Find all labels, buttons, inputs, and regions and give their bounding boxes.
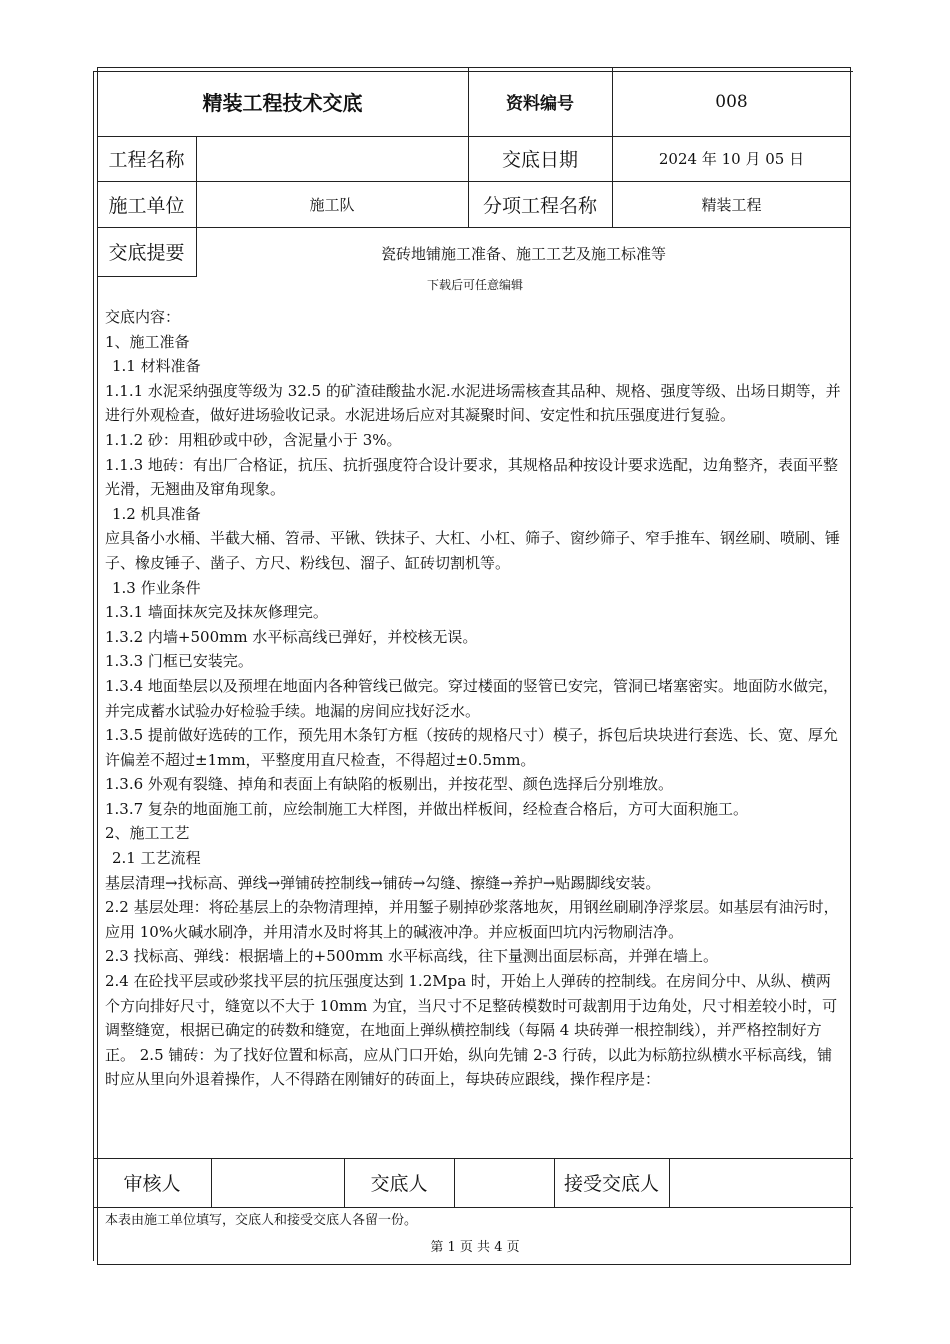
discloser-label: 交底人 bbox=[370, 1173, 428, 1195]
summary-label: 交底提要 bbox=[108, 242, 185, 264]
subproject-label: 分项工程名称 bbox=[482, 194, 597, 217]
receiver-field[interactable] bbox=[669, 1158, 851, 1207]
content-line: 1.2 机具准备 bbox=[112, 504, 201, 523]
content-line: 1.3.1 墙面抹灰完及抹灰修理完。 bbox=[105, 603, 328, 622]
reviewer-field[interactable] bbox=[211, 1158, 344, 1207]
content-line: 1.3.6 外观有裂缝、掉角和表面上有缺陷的板剔出，并按花型、颜色选择后分别堆放。 bbox=[105, 775, 673, 794]
content-line: 1.1.2 砂：用粗砂或中砂，含泥量小于 3%。 bbox=[105, 430, 402, 449]
form-title: 精装工程技术交底 bbox=[202, 91, 363, 115]
content-line: 1.3.4 地面垫层以及预埋在地面内各种管线已做完。穿过楼面的竖管已安完，管洞已堵塞密实。地面防水做完，并完成蓄水试验办好检验手续。地漏的房间应找好泛水。 bbox=[105, 676, 838, 720]
content-line: 1.3.5 提前做好选砖的工作，预先用木条钉方框（按砖的规格尺寸）模子，拆包后块块进行套选、长、宽、厚允许偏差不超过±1mm，平整度用直尺检查，不得超过±0.5mm。 bbox=[105, 726, 838, 769]
doc-number-label: 资料编号 bbox=[506, 94, 574, 114]
page-number: 第 1 页 共 4 页 bbox=[430, 1240, 520, 1255]
content-line: 2、施工工艺 bbox=[105, 824, 190, 843]
construction-unit-value: 施工队 bbox=[309, 195, 355, 214]
content-line: 交底内容： bbox=[105, 308, 181, 326]
editable-note: 下载后可任意编辑 bbox=[426, 278, 523, 292]
disclosure-content bbox=[105, 305, 845, 1092]
reviewer-label: 审核人 bbox=[123, 1173, 181, 1195]
summary-value: 瓷砖地铺施工准备、施工工艺及施工标准等 bbox=[380, 244, 666, 263]
content-line: 2.1 工艺流程 bbox=[112, 849, 201, 868]
subproject-value: 精装工程 bbox=[701, 195, 762, 214]
construction-unit-label: 施工单位 bbox=[108, 194, 185, 217]
receiver-label: 接受交底人 bbox=[563, 1173, 659, 1195]
discloser-field[interactable] bbox=[454, 1158, 554, 1207]
content-line: 1.1.1 水泥采纳强度等级为 32.5 的矿渣硅酸盐水泥.水泥进场需核查其品种、规格、强度等级、出场日期等，并进行外观检查，做好进场验收记录。水泥进场后应对其凝聚时间、安定性和抗压强度进行复验。 bbox=[105, 381, 841, 425]
date-value: 2024 年 10 月 05 日 bbox=[658, 150, 805, 168]
signature-bottom-border bbox=[93, 1207, 853, 1208]
content-line: 1.1 材料准备 bbox=[112, 357, 201, 376]
content-line: 1.3.2 内墙+500mm 水平标高线已弹好，并校核无误。 bbox=[105, 627, 478, 646]
content-line: 1.3.7 复杂的地面施工前，应绘制施工大样图，并做出样板间，经检查合格后，方可大面积施工。 bbox=[105, 799, 748, 818]
date-label: 交底日期 bbox=[501, 149, 578, 171]
doc-number-value: 008 bbox=[715, 91, 748, 112]
content-line: 2.4 在砼找平层或砂浆找平层的抗压强度达到 1.2Mpa 时，开始上人弹砖的控制线。在房间分中、从纵、横两个方向排好尺寸，缝宽以不大于 10mm 为宜，当尺寸不足整砖模数时可裁割用于边角处，尺寸相差较小时，可调整缝宽，根据已确定的砖数和缝宽，在地面上弹纵横控制线（每隔 4 块砖弹一根控制线），并严格控制好方正。 2.5 铺砖：为了找好位置和标高，应从门口开始，纵向先铺 2-3 行砖，以此为标筋拉纵横水平标高线，铺时应从里向外退着操作，人不得踏在刚铺好的砖面上，每块砖应跟线，操作程序是： bbox=[105, 972, 838, 1089]
content-line: 应具备小水桶、半截大桶、笤帚、平锹、铁抹子、大杠、小杠、筛子、窗纱筛子、窄手推车、钢丝刷、喷刷、锤子、橡皮锤子、凿子、方尺、粉线包、溜子、缸砖切割机等。 bbox=[105, 529, 841, 572]
footer-note: 本表由施工单位填写，交底人和接受交底人各留一份。 bbox=[105, 1213, 418, 1228]
content-line: 2.2 基层处理：将砼基层上的杂物清理掉，并用錾子剔掉砂浆落地灰，用钢丝刷刷净浮浆层。如基层有油污时，应用 10%火碱水刷净，并用清水及时将其上的碱液冲净。并应板面凹坑内污物刷洁净。 bbox=[105, 898, 839, 941]
content-line: 1、施工准备 bbox=[105, 332, 190, 351]
content-line: 2.3 找标高、弹线：根据墙上的+500mm 水平标高线，往下量测出面层标高，并弹在墙上。 bbox=[105, 947, 719, 966]
content-line: 1.3.3 门框已安装完。 bbox=[105, 652, 253, 671]
project-name-value[interactable] bbox=[196, 136, 468, 181]
content-line: 1.3 作业条件 bbox=[112, 578, 201, 597]
content-line: 1.1.3 地砖：有出厂合格证，抗压、抗折强度符合设计要求，其规格品种按设计要求选配，边角整齐，表面平整光滑，无翘曲及窜角现象。 bbox=[105, 455, 838, 499]
project-name-label: 工程名称 bbox=[108, 149, 185, 171]
content-line: 基层清理→找标高、弹线→弹铺砖控制线→铺砖→勾缝、擦缝→养护→贴踢脚线安装。 bbox=[105, 873, 661, 892]
